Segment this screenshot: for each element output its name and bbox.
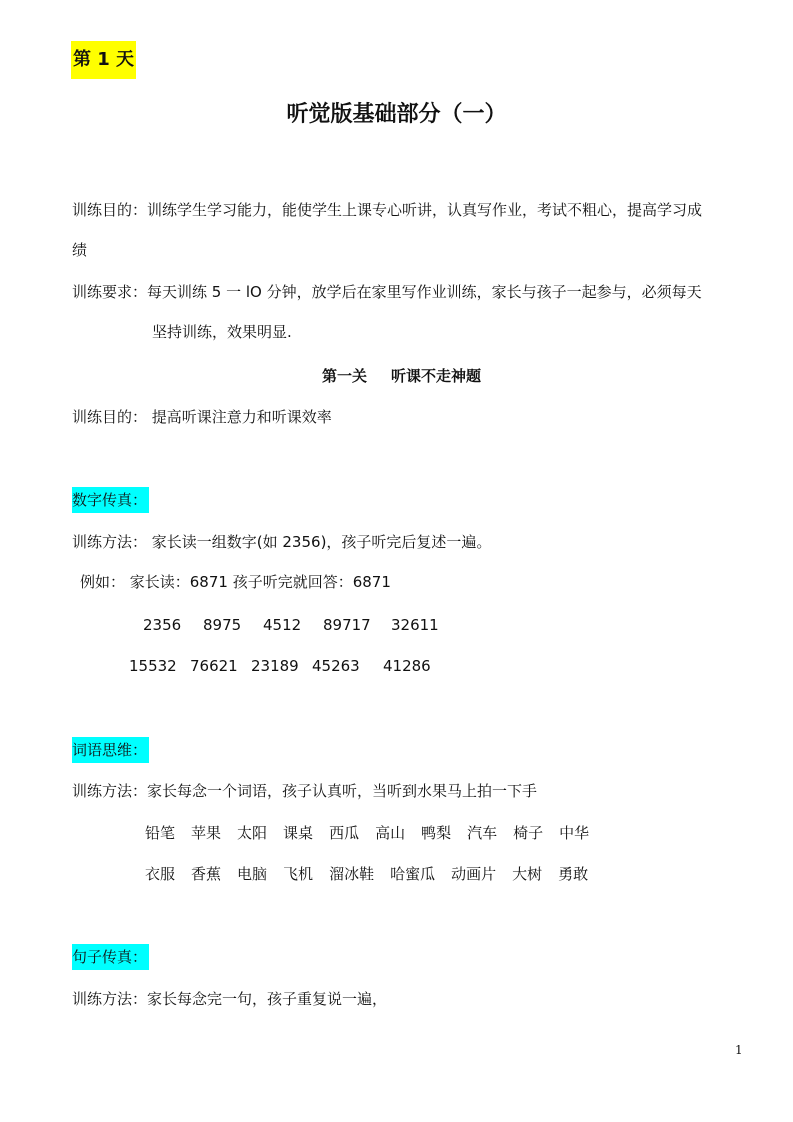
word-item: 汽车 [467,824,498,842]
page-title: 听觉版基础部分（一） [286,102,507,127]
word-item: 太阳 [237,824,268,842]
digits-section-heading: 数字传真： [72,487,149,513]
number-item: 15532 [129,657,177,675]
word-item: 香蕉 [191,865,222,883]
number-item: 32611 [391,616,439,634]
word-item: 高山 [375,824,406,842]
word-item: 衣服 [145,865,176,883]
training-purpose-text: 训练目的：训练学生学习能力，能使学生上课专心听讲，认真写作业，考试不粗心，提高学习成 [72,201,703,219]
page-number: 1 [735,1043,743,1057]
word-item: 课桌 [283,824,314,842]
word-item: 椅子 [513,824,544,842]
word-item: 苹果 [191,824,222,842]
level-name: 第一关 [322,367,368,385]
number-row [143,615,439,635]
number-item: 4512 [263,616,302,634]
number-item: 76621 [190,657,238,675]
digits-example-text: 例如： 家长读：6871 孩子听完就回答：6871 [80,573,391,591]
word-item: 铅笔 [145,824,176,842]
level-subtitle: 听课不走神题 [391,367,482,385]
word-item: 动画片 [451,865,497,883]
digits-method-text: 训练方法： 家长读一组数字(如 2356)，孩子听完后复述一遍。 [72,533,492,551]
word-row [145,823,589,843]
word-item: 哈蜜瓜 [390,865,436,883]
word-item: 勇敢 [558,865,589,883]
level-heading [322,366,481,386]
number-item: 8975 [203,616,242,634]
training-purpose-text-continued: 绩 [72,241,88,259]
number-item: 89717 [323,616,371,634]
word-item: 电脑 [237,865,268,883]
sentences-method-text: 训练方法：家长每念完一句，孩子重复说一遍， [72,990,388,1008]
word-item: 溜冰鞋 [329,865,375,883]
training-requirement-text: 训练要求：每天训练 5 一 lO 分钟，放学后在家里写作业训练，家长与孩子一起参与，必须每天 [72,283,702,301]
training-requirement-text-continued: 坚持训练，效果明显. [152,323,292,341]
number-row [129,656,431,676]
number-item: 23189 [251,657,299,675]
sentences-section-heading: 句子传真： [72,944,149,970]
word-item: 大树 [512,865,543,883]
level-purpose-text: 训练目的： 提高听课注意力和听课效率 [72,408,332,426]
word-item: 中华 [559,824,590,842]
word-row [145,864,588,884]
words-method-text: 训练方法：家长每念一个词语，孩子认真听，当听到水果马上拍一下手 [72,782,538,800]
number-item: 41286 [383,657,431,675]
number-item: 2356 [143,616,182,634]
number-item: 45263 [312,657,360,675]
word-item: 飞机 [283,865,314,883]
words-section-heading: 词语思维： [72,737,149,763]
day-label: 第 1 天 [71,41,136,79]
word-item: 西瓜 [329,824,360,842]
word-item: 鸭梨 [421,824,452,842]
